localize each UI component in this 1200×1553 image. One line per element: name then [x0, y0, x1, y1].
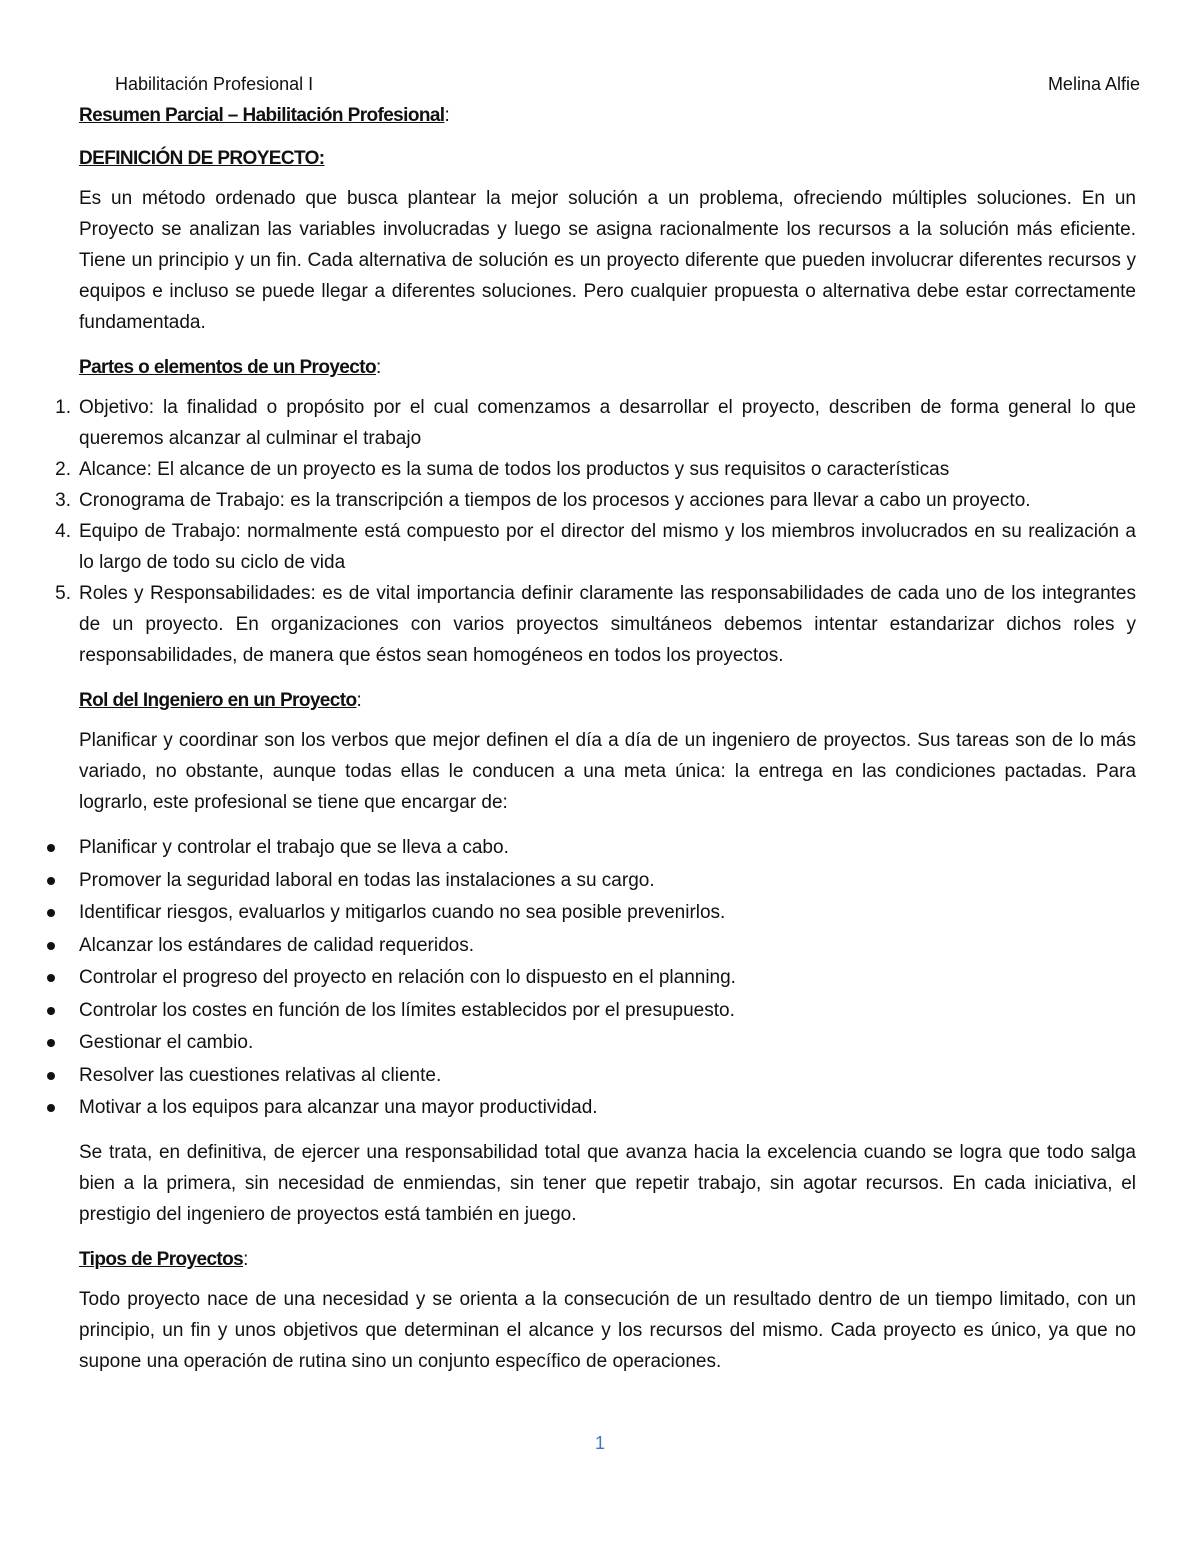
- bullet-item: [79, 1092, 1136, 1123]
- document-body: [55, 100, 1136, 1391]
- bullet-item-text: Alcanzar los estándares de calidad requeridos.: [79, 934, 475, 956]
- bullet-dot-icon: [47, 1007, 55, 1015]
- bullet-dot-icon: [47, 1039, 55, 1047]
- list-item-number: 2.: [55, 459, 71, 480]
- tipos-heading-text: Tipos de Proyectos: [79, 1249, 244, 1270]
- bullet-item: [79, 865, 1136, 896]
- rol-bullet-list: [79, 832, 1136, 1123]
- bullet-item-text: Controlar el progreso del proyecto en relación con lo dispuesto en el planning.: [79, 967, 736, 988]
- rol-heading-text: Rol del Ingeniero en un Proyecto: [79, 690, 357, 711]
- bullet-dot-icon: [47, 974, 55, 982]
- list-item-text: Roles y Responsabilidades: es de vital importancia definir claramente las responsabilidades de cada uno de los integrantes de un proyecto. En organizaciones con varios proyectos simultáneos debemos intentar estandarizar dichos roles y responsabilidades, de manera que éstos sean homogéneos en todos los proyectos.: [79, 583, 1136, 666]
- bullet-item: [79, 832, 1136, 863]
- definicion-heading-text: DEFINICIÓN DE PROYECTO:: [79, 148, 325, 169]
- list-item: [55, 485, 1136, 516]
- definicion-paragraph: Es un método ordenado que busca plantear la mejor solución a un problema, ofreciendo múltiples soluciones. En un Proyecto se analizan las variables involucradas y luego se asigna racionalmente los recursos a la solución más eficiente. Tiene un principio y un fin. Cada alternativa de solución es un proyecto diferente que pueden involucrar diferentes recursos y equipos e incluso se puede llegar a diferentes soluciones. Pero cualquier propuesta o alternativa debe estar correctamente fundamentada.: [79, 188, 1136, 333]
- tipos-paragraph: Todo proyecto nace de una necesidad y se orienta a la consecución de un resultado dentro de un tiempo limitado, con un principio, un fin y unos objetivos que determinan el alcance y los recursos del mismo. Cada proyecto es único, ya que no supone una operación de rutina sino un conjunto específico de operaciones.: [79, 1289, 1136, 1372]
- section-heading-partes: [79, 352, 1136, 383]
- list-item-text: Alcance: El alcance de un proyecto es la suma de todos los productos y sus requisitos o características: [79, 459, 950, 480]
- bullet-item: [79, 1060, 1136, 1091]
- rol-heading-colon: :: [356, 690, 362, 711]
- document-title: [79, 100, 1136, 131]
- bullet-item-text: Resolver las cuestiones relativas al cliente.: [79, 1064, 442, 1086]
- list-item-number: 3.: [55, 490, 71, 511]
- bullet-item: [79, 962, 1136, 993]
- bullet-item: [79, 1027, 1136, 1058]
- list-item: [55, 516, 1136, 578]
- bullet-dot-icon: [47, 909, 55, 917]
- bullet-item-text: Planificar y controlar el trabajo que se lleva a cabo.: [79, 837, 509, 858]
- tipos-heading-colon: :: [243, 1249, 248, 1270]
- list-item-text: Objetivo: la finalidad o propósito por el cual comenzamos a desarrollar el proyecto, describen de forma general lo que queremos alcanzar al culminar el trabajo: [79, 397, 1136, 449]
- bullet-item-text: Promover la seguridad laboral en todas las instalaciones a su cargo.: [79, 869, 655, 891]
- document-title-text: Resumen Parcial – Habilitación Profesional: [79, 105, 445, 126]
- partes-heading-colon: :: [375, 357, 381, 378]
- bullet-item-text: Gestionar el cambio.: [79, 1032, 254, 1053]
- section-heading-definicion: [79, 143, 1136, 174]
- page-number: 1: [594, 1433, 605, 1453]
- list-item-number: 4.: [55, 521, 71, 542]
- list-item: [55, 578, 1136, 671]
- document-title-suffix: :: [444, 105, 450, 126]
- bullet-dot-icon: [47, 877, 55, 885]
- bullet-item: [79, 930, 1136, 961]
- list-item: [55, 454, 1136, 485]
- partes-list: [55, 392, 1136, 671]
- bullet-dot-icon: [47, 1104, 55, 1112]
- bullet-item: [79, 995, 1136, 1026]
- list-item-text: Cronograma de Trabajo: es la transcripción a tiempos de los procesos y acciones para llevar a cabo un proyecto.: [79, 490, 1031, 511]
- list-item: [55, 392, 1136, 454]
- bullet-dot-icon: [47, 942, 55, 950]
- section-heading-tipos: [79, 1244, 1136, 1275]
- list-item-number: 1.: [55, 397, 71, 418]
- rol-closing-paragraph: Se trata, en definitiva, de ejercer una responsabilidad total que avanza hacia la excelencia cuando se logra que todo salga bien a la primera, sin necesidad de enmiendas, sin tener que repetir trabajo, sin agotar recursos. En cada iniciativa, el prestigio del ingeniero de proyectos está también en juego.: [79, 1142, 1136, 1225]
- bullet-dot-icon: [47, 844, 55, 852]
- header-author: Melina Alfie: [1047, 74, 1140, 94]
- bullet-item-text: Motivar a los equipos para alcanzar una mayor productividad.: [79, 1097, 598, 1118]
- rol-intro-paragraph: Planificar y coordinar son los verbos que mejor definen el día a día de un ingeniero de proyectos. Sus tareas son de lo más variado, no obstante, aunque todas ellas le conducen a una meta única: la entrega en las condiciones pactadas. Para lograrlo, este profesional se tiene que encargar de:: [79, 730, 1136, 813]
- bullet-item: [79, 897, 1136, 928]
- section-heading-rol: [79, 685, 1136, 716]
- bullet-dot-icon: [47, 1072, 55, 1080]
- bullet-item-text: Identificar riesgos, evaluarlos y mitigarlos cuando no sea posible prevenirlos.: [79, 902, 726, 923]
- partes-heading-text: Partes o elementos de un Proyecto: [79, 357, 376, 378]
- list-item-number: 5.: [55, 583, 71, 604]
- header-course-title: Habilitación Profesional I: [115, 74, 314, 94]
- bullet-item-text: Controlar los costes en función de los límites establecidos por el presupuesto.: [79, 999, 735, 1021]
- list-item-text: Equipo de Trabajo: normalmente está compuesto por el director del mismo y los miembros involucrados en su realización a lo largo de todo su ciclo de vida: [79, 521, 1136, 573]
